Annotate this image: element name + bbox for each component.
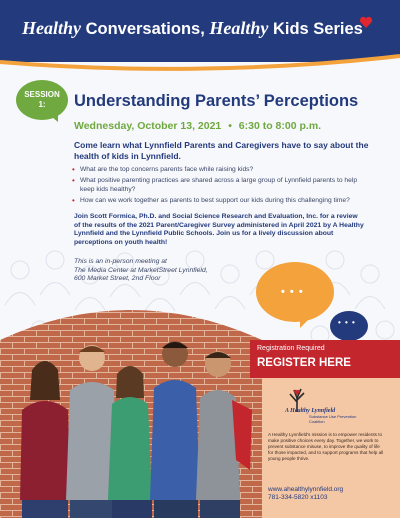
session-badge-number: 1: — [38, 100, 46, 109]
speech-bubble-orange-dots: • • • — [281, 286, 304, 298]
event-separator: • — [228, 120, 232, 132]
speech-bubble-orange-tail — [300, 314, 314, 328]
teens-photo — [0, 300, 262, 518]
question-list — [72, 166, 372, 208]
bullet-icon: • — [72, 165, 75, 174]
organization-name: A Healthy Lynnfield — [285, 408, 336, 414]
phone-number: 781-334-5820 x1103 — [268, 494, 328, 501]
series-title-conversations: Conversations, — [81, 20, 210, 38]
website-link[interactable]: www.ahealthylynnfield.org — [268, 486, 344, 493]
question-text: What positive parenting practices are shared across a large group of Lynnfield parents to help keep kids healthy? — [80, 177, 358, 193]
session-badge — [16, 80, 68, 120]
event-date: Wednesday, October 13, 2021 — [74, 120, 222, 132]
venue-info — [74, 258, 274, 284]
venue-line-3: 600 Market Street, 2nd Floor — [74, 275, 161, 283]
list-item — [72, 177, 372, 194]
series-title-kids-series: Kids Series — [268, 20, 363, 38]
bullet-icon: • — [72, 195, 75, 205]
series-title — [22, 18, 363, 39]
venue-line-1: This is an in-person meeting at — [74, 258, 167, 265]
event-time: 6:30 to 8:00 p.m. — [238, 120, 322, 132]
speech-bubble-navy-dots: • • • — [338, 318, 356, 327]
series-title-healthy-2: Healthy — [209, 18, 269, 38]
series-title-healthy-1: Healthy — [22, 18, 81, 38]
organization-mission: A Healthy Lynnfield's mission is to empower residents to make positive choices every day. Together, we work to prevent substance misuse, to improve the quality of life for those impacted, and to support programs that help all young people thrive. — [268, 432, 384, 461]
session-badge-label: SESSION — [24, 90, 60, 99]
registration-required-label: Registration Required — [257, 345, 325, 352]
session-title: Understanding Parents’ Perceptions — [74, 92, 359, 110]
event-date-time — [74, 120, 321, 132]
bullet-icon: • — [72, 176, 75, 186]
session-badge-tail — [46, 112, 58, 122]
event-description: Join Scott Formica, Ph.D. and Social Science Research and Evaluation, Inc. for a review of the results of the 2021 Parent/Caregiver Survey administered in April 2021 by A Healthy Lynnfield and the Lynnfield Public Schools. Join us for a lively discussion about perceptions on youth health! — [74, 213, 364, 246]
organization-subtitle: Substance Use Prevention Coalition — [309, 414, 357, 424]
question-text: What are the top concerns parents face while raising kids? — [80, 166, 254, 173]
header-swoosh — [0, 50, 400, 80]
venue-line-2: The Media Center at MarketStreet Lynnfield, — [74, 266, 208, 274]
question-text: How can we work together as parents to best support our kids during this challenging time? — [80, 196, 350, 204]
heart-icon — [359, 16, 373, 29]
list-item — [72, 166, 372, 175]
intro-text: Come learn what Lynnfield Parents and Caregivers have to say about the health of kids in Lynnfield. — [74, 140, 369, 161]
register-here-link[interactable]: REGISTER HERE — [257, 357, 351, 369]
list-item — [72, 197, 372, 206]
